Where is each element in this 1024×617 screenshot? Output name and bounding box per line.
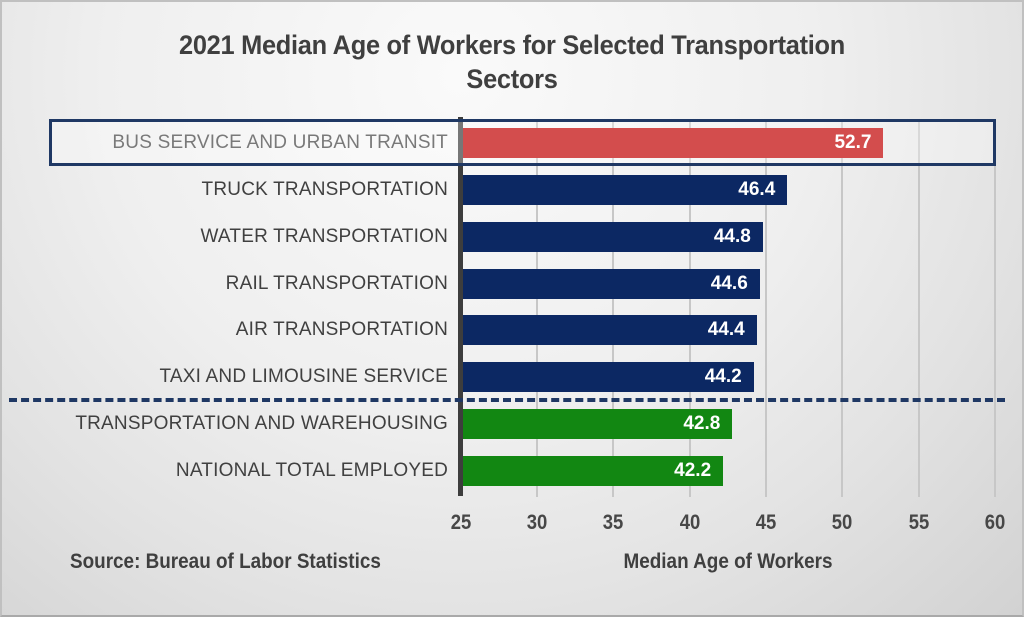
highlight-box-bus-service xyxy=(49,119,996,166)
category-label: TAXI AND LIMOUSINE SERVICE xyxy=(159,366,448,388)
x-tick-label: 55 xyxy=(908,511,929,534)
category-label: TRUCK TRANSPORTATION xyxy=(201,178,448,200)
x-tick-label: 25 xyxy=(450,511,471,534)
bar: 46.4 xyxy=(463,175,787,205)
x-tick-label: 45 xyxy=(755,511,777,534)
gridline xyxy=(918,119,920,497)
chart-title-line2: Sectors xyxy=(466,64,558,94)
x-tick-label: 60 xyxy=(984,511,1006,534)
source-note: Source: Bureau of Labor Statistics xyxy=(70,550,381,573)
bar: 52.7 xyxy=(463,128,883,158)
category-label: NATIONAL TOTAL EMPLOYED xyxy=(175,460,448,482)
bar: 44.4 xyxy=(463,315,757,345)
category-label: BUS SERVICE AND URBAN TRANSIT xyxy=(112,131,448,153)
chart-title-line1: 2021 Median Age of Workers for Selected Transportation xyxy=(179,30,845,60)
y-axis-line xyxy=(458,117,463,496)
category-label: AIR TRANSPORTATION xyxy=(235,319,448,341)
x-tick-label: 30 xyxy=(526,511,548,534)
gridline xyxy=(841,119,843,497)
chart-title xyxy=(33,28,992,96)
dashed-separator-line xyxy=(9,398,1005,402)
bar: 42.2 xyxy=(463,456,723,486)
bar: 44.8 xyxy=(463,222,763,252)
gridline xyxy=(994,119,996,497)
category-label: WATER TRANSPORTATION xyxy=(200,225,448,247)
bar: 44.2 xyxy=(463,362,754,392)
x-tick-label: 40 xyxy=(679,511,700,534)
category-label: TRANSPORTATION AND WAREHOUSING xyxy=(75,413,448,435)
x-axis-title: Median Age of Workers xyxy=(623,550,833,573)
bar: 42.8 xyxy=(463,409,732,439)
x-tick-label: 35 xyxy=(602,511,624,534)
x-tick-label: 50 xyxy=(831,511,853,534)
bar: 44.6 xyxy=(463,269,760,299)
category-label: RAIL TRANSPORTATION xyxy=(225,272,448,294)
